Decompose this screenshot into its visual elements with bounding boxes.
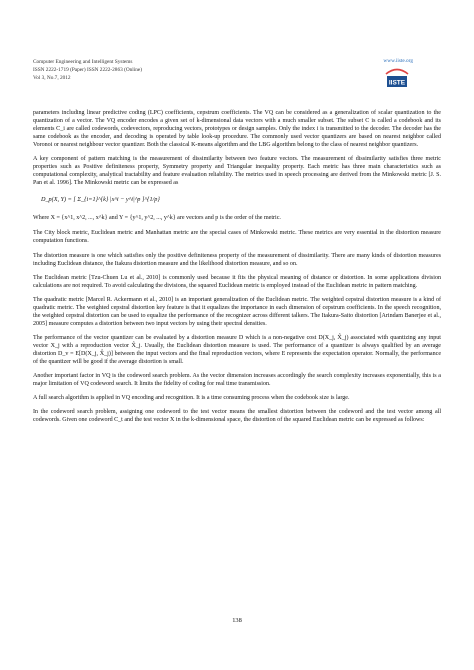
journal-header [33,58,443,94]
paragraph-full-search: A full search algorithm is applied in VQ encoding and recognition. It is a time consuming process when the codebook size is large. [33,395,350,402]
paragraph-euclidean: The Euclidean metric [Tzu-Chuen Lu et al., 2010] is commonly used because it fits the physical meaning of distance or distortion. In some applications division calculations are not required. To avoid calculating the divisions, the squared Euclidean metric is employed instead of the Euclidean metric in pattern matching. [33,274,441,289]
page-number: 138 [232,617,242,624]
journal-issn: ISSN 2222-1719 (Paper) ISSN 2222-2863 (Online) [33,67,143,73]
paragraph-codeword: Another important factor in VQ is the codeword search problem. As the vector dimension increases accordingly the search complexity increases exponentially, this is a major limitation of VQ codeword search. It limits the fidelity of coding for real time transmission. [33,373,441,388]
iiste-logo [383,67,411,89]
paragraph-distortion: The distortion measure is one which satisfies only the positive definiteness property of the measurement of dissimilarity. There are many kinds of distortion measures including Euclidean distance, the Itakura distortion measure and the likelihood distortion measure, and so on. [33,252,441,267]
journal-name: Computer Engineering and Intelligent Systems [33,59,133,65]
paragraph-quantizer: The performance of the vector quantizer can be evaluated by a distortion measure D which is a non-negative cost D(X_j, X̂_j) associated with quantizing any input vector X_j with a reproduction vector X̂_j. Usually, the Euclidean distortion measure is used. The performance of a quantizer is always qualified by an average distortion D_v = E[D(X_j, X̂_j)] between the input vectors and the final reproduction vectors, where E represents the expectation operator. Normally, the performance of the quantizer will be good if the average distortion is small. [33,334,441,366]
paragraph-vq: parameters including linear predictive coding (LPC) coefficients, cepstrum coefficients. The VQ can be considered as a generalization of scalar quantization to the quantization of a vector. The VQ encoder encodes a given set of k-dimensional data vectors with a much smaller subset. The subset C is called a codebook and its elements C_i are called codewords, codevectors, reproducing vectors, prototypes or design samples. Only the index i is transmitted to the decoder. The decoder has the same codebook as the encoder, and decoding is operated by table look-up procedure. The commonly used vector quantizers are based on nearest neighbor called Voronoi or nearest neighbour vector quantizer. Both the classical K-means algorithm and the LBG algorithm belong to the class of nearest neighbor quantizers. [33,110,441,149]
paragraph-metrics: The City block metric, Euclidean metric and Manhattan metric are the special cases of Minkowski metric. These metrics are very essential in the distortion measure computation functions. [33,230,441,245]
paragraph-quadratic: The quadratic metric [Marcel R. Ackermann et al., 2010] is an important generalization of the Euclidean metric. The weighted cepstral distortion measure is a kind of quadratic metric. The weighted cepstral distortion key feature is that it equalizes the importance in each dimension of cepstrum coefficients. In the speech recognition, the weighted cepstral distortion can be used to equalize the performance of the recognizer across different talkers. The Itakura-Saito distortion [Arindam Banerjee et al., 2005] measure computes a distortion between two input vectors by using their spectral densities. [33,296,441,327]
paragraph-dissimilarity: A key component of pattern matching is the measurement of dissimilarity between two feature vectors. The measurement of dissimilarity satisfies three metric properties such as Positive definiteness property, Symmetry property and Triangular inequality property. Each metric has three main characteristics such as computational complexity, analytical tractability and feature evaluation reliability. The metrics used in speech processing are derived from the Minkowski metric [J. S. Pan et al. 1996]. The Minkowski metric can be expressed as [33,156,441,187]
minkowski-equation: D_p(X, Y) = [ Σ_{i=1}^{k} |x^i − y^i|^p ]^{1/p} [41,196,160,204]
paragraph-search: In the codeword search problem, assigning one codeword to the test vector means the smallest distortion between the codeword and the test vector among all codewords. Given one codeword C_t and the test vector X in the k-dimensional space, the distortion of the squared Euclidean metric can be expressed as follows: [33,409,441,424]
logo-text: IISTE [388,79,406,87]
journal-volume: Vol 3, No.7, 2012 [33,75,71,81]
article-body [33,109,441,430]
journal-url[interactable]: www.iiste.org [383,58,413,64]
where-line: Where X = {x^1, x^2, ..., x^k} and Y = {y^1, y^2, ..., y^k} are vectors and p is the order of the metric. [33,215,281,222]
